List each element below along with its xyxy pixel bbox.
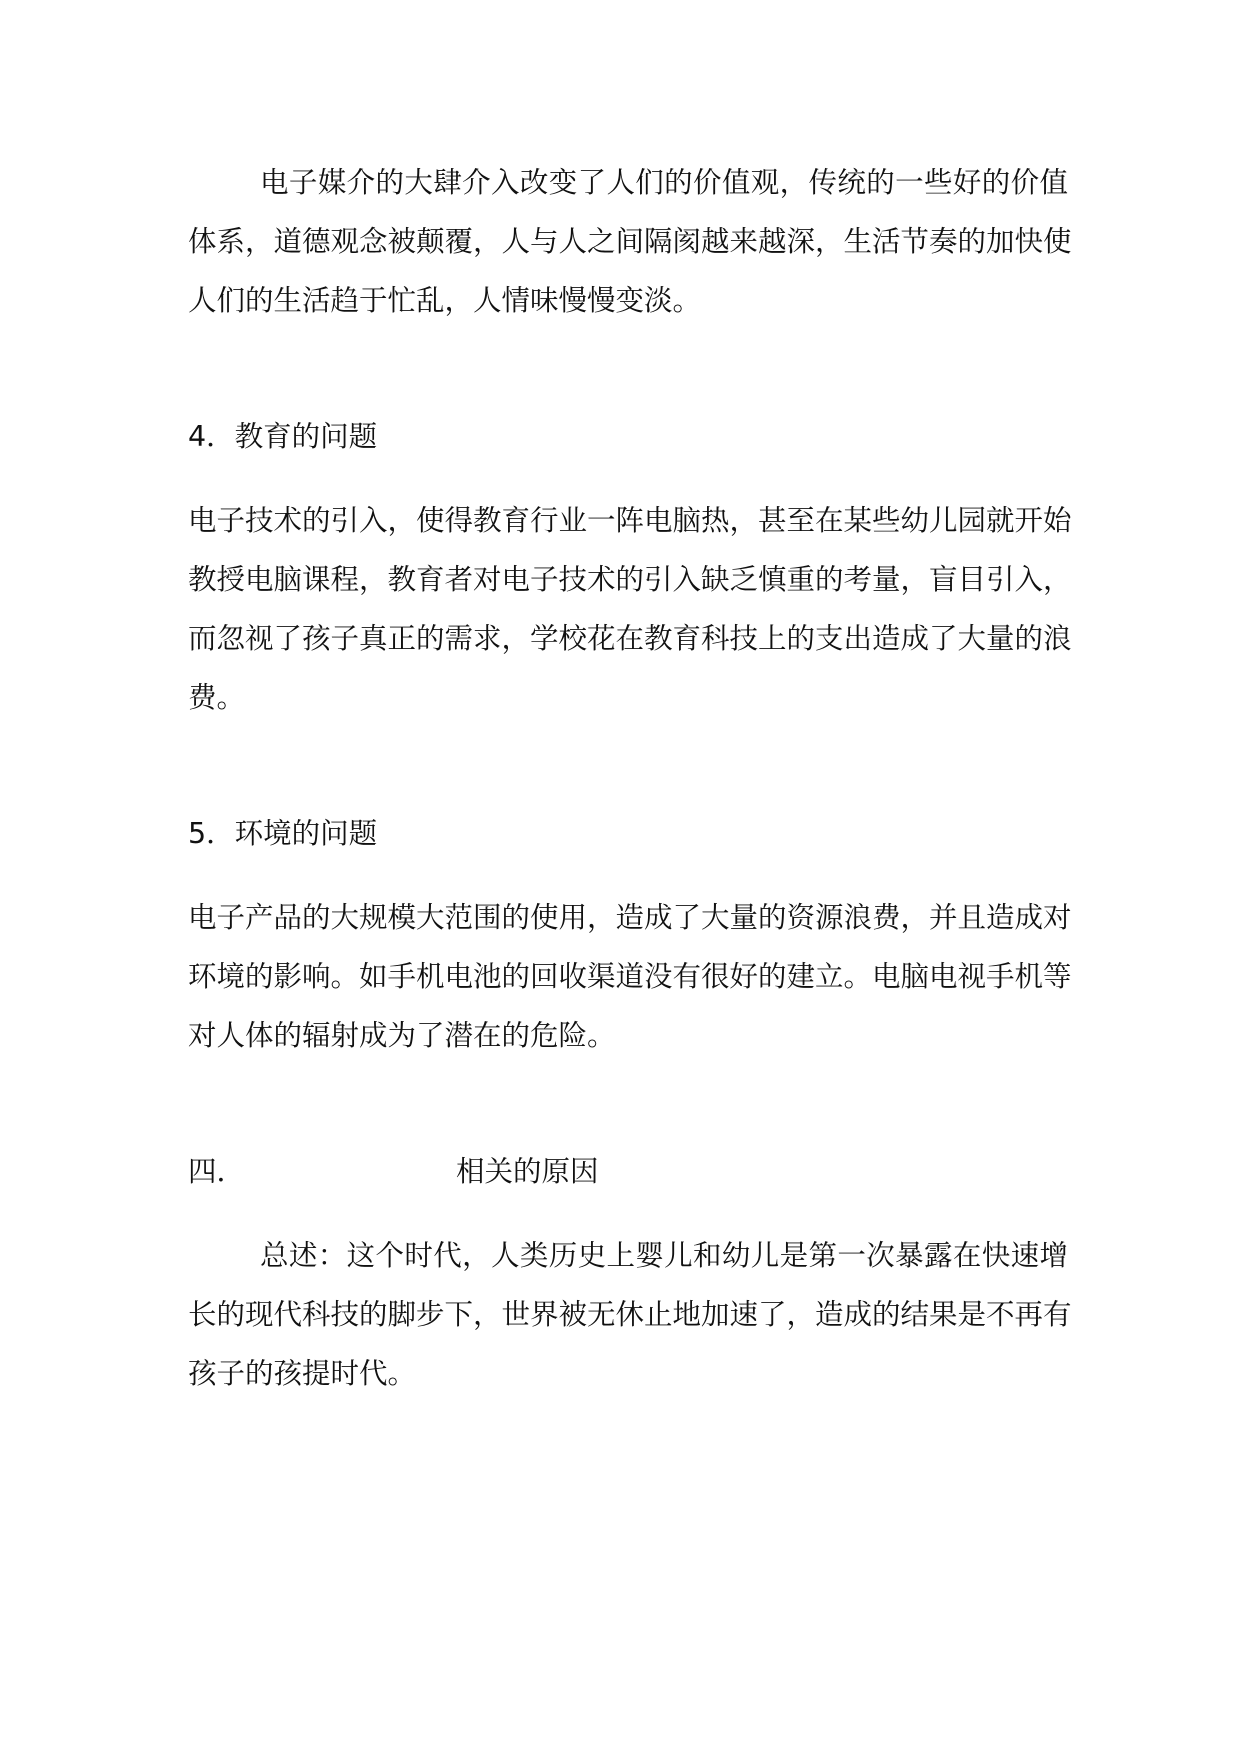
paragraph-2-line-3: 而忽视了孩子真正的需求，学校花在教育科技上的支出造成了大量的浪 xyxy=(188,622,1072,655)
paragraph-1-line-1: 电子媒介的大肆介入改变了人们的价值观，传统的一些好的价值 xyxy=(260,166,1068,199)
heading-education: 4．教育的问题 xyxy=(188,420,378,453)
paragraph-1-line-3: 人们的生活趋于忙乱，人情味慢慢变淡。 xyxy=(188,284,702,317)
paragraph-3-line-2: 环境的影响。如手机电池的回收渠道没有很好的建立。电脑电视手机等 xyxy=(188,960,1072,993)
paragraph-2-line-2: 教授电脑课程，教育者对电子技术的引入缺乏慎重的考量，盲目引入， xyxy=(188,563,1072,596)
paragraph-1-line-2: 体系，道德观念被颠覆，人与人之间隔阂越来越深，生活节奏的加快使 xyxy=(188,225,1072,258)
paragraph-3-line-1: 电子产品的大规模大范围的使用，造成了大量的资源浪费，并且造成对 xyxy=(188,901,1072,934)
section-4-title: 相关的原因 xyxy=(456,1155,599,1188)
paragraph-4-line-1: 总述：这个时代，人类历史上婴儿和幼儿是第一次暴露在快速增 xyxy=(260,1239,1068,1272)
paragraph-2-line-1: 电子技术的引入，使得教育行业一阵电脑热，甚至在某些幼儿园就开始 xyxy=(188,504,1072,537)
heading-environment: 5．环境的问题 xyxy=(188,817,378,850)
section-4-number: 四． xyxy=(188,1155,246,1188)
paragraph-4-line-2: 长的现代科技的脚步下，世界被无休止地加速了，造成的结果是不再有 xyxy=(188,1298,1072,1331)
paragraph-2-line-4: 费。 xyxy=(188,681,246,714)
paragraph-4-line-3: 孩子的孩提时代。 xyxy=(188,1357,417,1390)
paragraph-3-line-3: 对人体的辐射成为了潜在的危险。 xyxy=(188,1019,616,1052)
